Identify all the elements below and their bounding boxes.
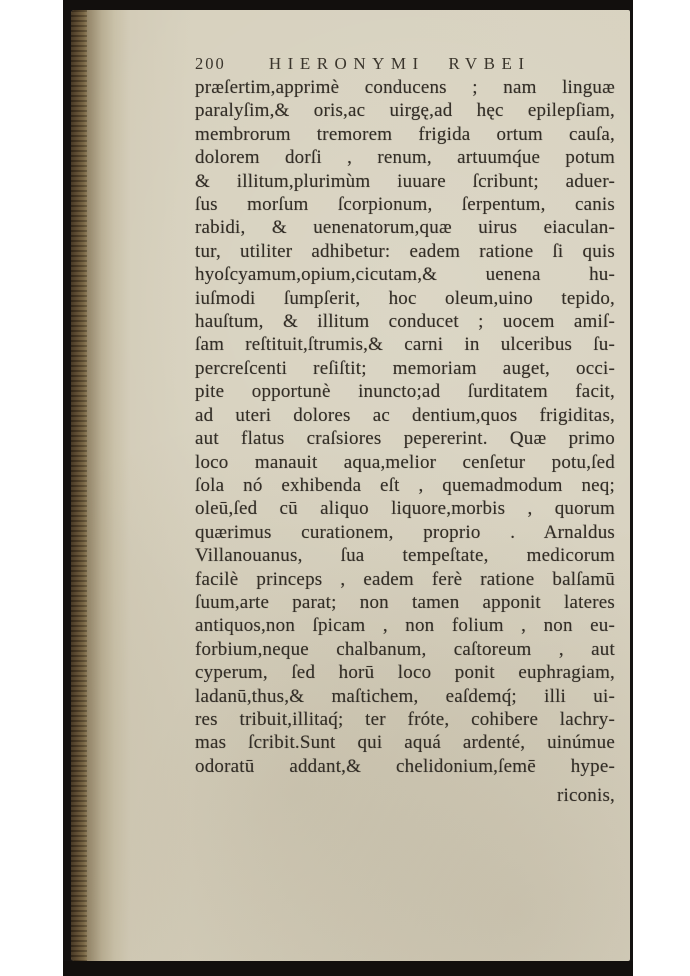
- header-title: HIERONYMI RVBEI: [268, 54, 531, 73]
- body-text: [195, 76, 615, 778]
- text-line: ſus morſum ſcorpionum, ſerpentum, canis: [195, 194, 615, 216]
- text-line: quærimus curationem, proprio . Arnaldus: [195, 521, 615, 543]
- text-line: hyoſcyamum,opium,cicutam,& uenena hu-: [195, 264, 615, 286]
- text-line: ladanū,thus,& maſtichem, eaſdemq́; illi ui-: [195, 685, 615, 707]
- running-header: [195, 54, 615, 74]
- page-number: 200: [195, 54, 226, 73]
- text-line: præſertim,apprimè conducens ; nam linguæ: [195, 77, 615, 98]
- text-line: facilè princeps , eadem ferè ratione balſamū: [195, 568, 615, 590]
- text-line: ſuum,arte parat; non tamen apponit lateres: [195, 591, 615, 613]
- scan-top-bar: [63, 0, 633, 10]
- text-line: Villanouanus, ſua tempeſtate, medicorum: [195, 545, 615, 567]
- text-line: pite opportunè inuncto;ad ſurditatem facit,: [195, 381, 615, 403]
- text-line: ſam reſtituit,ſtrumis,& carni in ulceribus ſu-: [195, 334, 615, 356]
- text-line: percreſcenti reſiſtit; memoriam auget, occi-: [195, 357, 615, 379]
- text-line: rabidi, & uenenatorum,quæ uirus eiaculan-: [195, 217, 615, 239]
- page-block-edge: [71, 10, 87, 961]
- text-line: forbium,neque chalbanum, caſtoreum , aut: [195, 638, 615, 660]
- text-line: res tribuit,illitaq́; ter fróte, cohibere lachry-: [195, 708, 615, 730]
- text-line: cyperum, ſed horū loco ponit euphragiam,: [195, 662, 615, 684]
- text-line: oleū,ſed cū aliquo liquore,morbis , quorum: [195, 498, 615, 520]
- text-line: tur, utiliter adhibetur: eadem ratione ſi quis: [195, 240, 615, 262]
- text-line: odoratū addant,& chelidonium,ſemē hype-: [195, 755, 615, 777]
- book-page: [71, 10, 630, 961]
- gutter-shadow: [87, 10, 129, 961]
- text-line: loco manauit aqua,melior cenſetur potu,ſed: [195, 451, 615, 473]
- catchword: riconis,: [556, 785, 615, 806]
- text-line: mas ſcribit.Sunt qui aquá ardenté, uinúmue: [195, 732, 615, 754]
- scan-bottom-bar: [63, 961, 633, 976]
- text-line: ad uteri dolores ac dentium,quos frigiditas,: [195, 404, 615, 426]
- text-line: & illitum,plurimùm iuuare ſcribunt; aduer-: [195, 170, 615, 192]
- text-line: membrorum tremorem frigida ortum cauſa,: [195, 123, 615, 145]
- text-line: paralyſim,& oris,ac uirgę,ad hęc epilepſiam,: [195, 100, 615, 122]
- book-photo: [63, 0, 633, 976]
- text-line: antiquos,non ſpicam , non folium , non eu-: [195, 615, 615, 637]
- text-line: aut flatus craſsiores pepererint. Quæ primo: [195, 428, 615, 450]
- text-line: ſola nó exhibenda eſt , quemadmodum neq;: [195, 474, 615, 496]
- text-line: iuſmodi ſumpſerit, hoc oleum,uino tepido,: [195, 287, 615, 309]
- text-line: dolorem dorſi , renum, artuumq́ue potum: [195, 147, 615, 169]
- text-line: hauſtum, & illitum conducet ; uocem amiſ-: [195, 311, 615, 333]
